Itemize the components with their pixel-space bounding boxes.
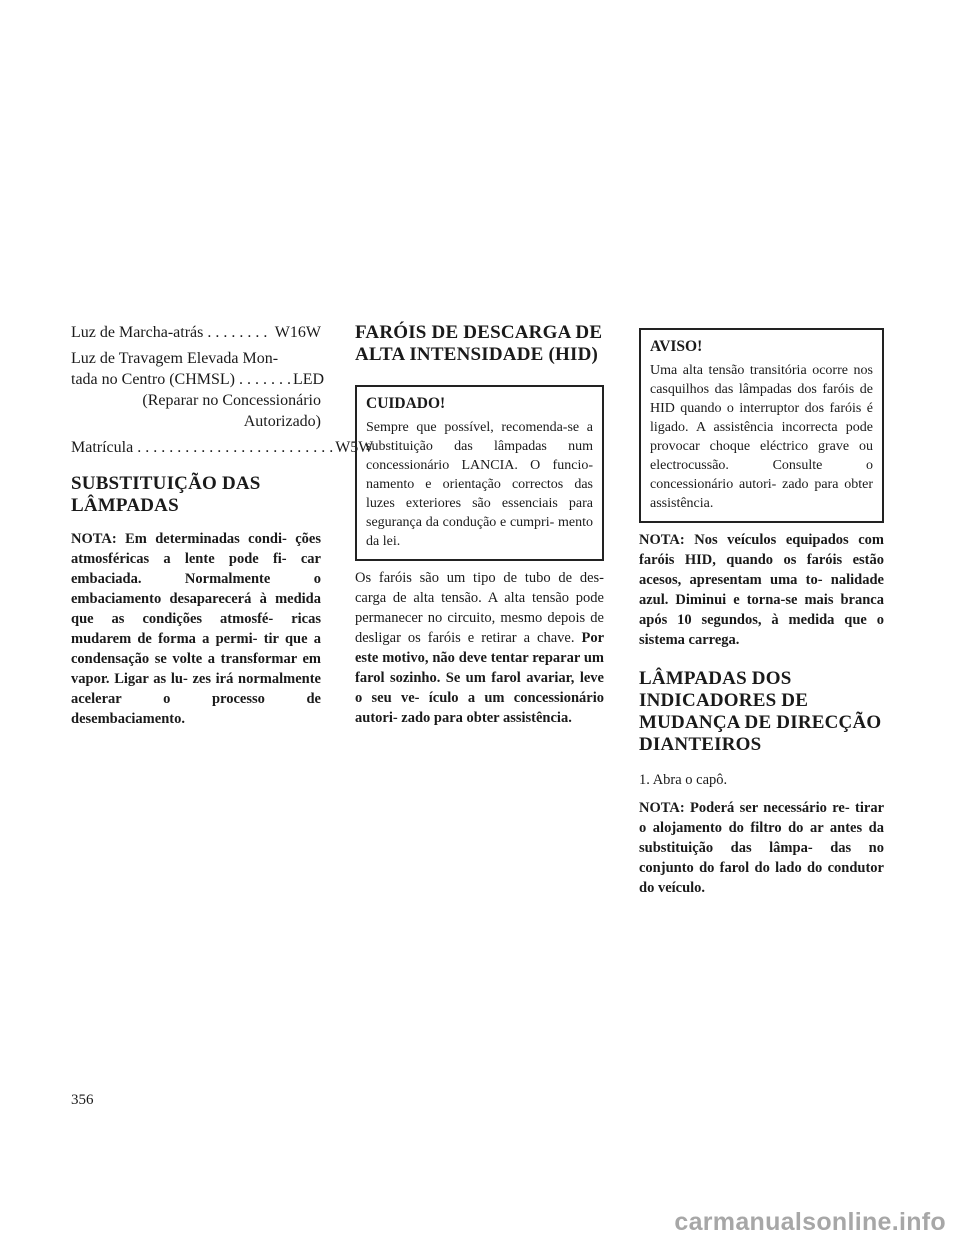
- spec-dots: . . . . . . . .: [207, 324, 268, 341]
- spec-row-chmsl: [71, 369, 325, 390]
- column-right: [639, 322, 884, 898]
- caution-text: Sempre que possível, recomenda-se a substituição das lâmpadas num concessionário LANCIA. O funcio- namento e orientação correctos das luzes exteriores são essenciais para segurança da condução e cumpri- mento da lei.: [366, 420, 593, 549]
- section-heading-hid: FARÓIS DE DESCARGA DE ALTA INTENSIDADE (HID): [355, 322, 603, 365]
- note-text: Em determinadas condi- ções atmosféricas a lente pode fi- car embaciada. Normalmente o embaciamento desaparecerá à medida que as condições atmosfé- ricas mudarem de forma a permi- tir que a condensação se volte a transformar em vapor. Ligar as lu- zes irá normalmente acelerar o processo de desembaciamento.: [71, 531, 322, 727]
- section-heading-turn-signals: LÂMPADAS DOS INDICADORES DE MUDANÇA DE DIRECÇÃO DIANTEIROS: [639, 668, 882, 755]
- note-tag: NOTA:: [71, 531, 117, 547]
- spec-note: (Reparar no Concessionário: [142, 392, 321, 409]
- body-bold-text: Por este motivo, não deve tentar reparar um farol sozinho. Se um farol avariar, leve o seu ve- ículo a um concessionário autori- zado para obter assistência.: [355, 630, 605, 726]
- spec-value: W16W: [274, 324, 321, 341]
- note-text: Poderá ser necessário re- tirar o alojamento do filtro do ar antes da substituição das lâmpa- das no conjunto do farol do lado do condutor do veículo.: [639, 800, 884, 896]
- caution-title: CUIDADO!: [366, 395, 446, 412]
- page-number: 356: [71, 1092, 94, 1108]
- section-heading-bulb-replacement: SUBSTITUIÇÃO DAS LÂMPADAS: [71, 473, 261, 516]
- column-left: [71, 322, 374, 729]
- spec-dots: . . . . . . . . . . . . . . . . . . . . . . . . .: [137, 439, 334, 456]
- spec-row-license-plate: [71, 437, 374, 458]
- note-text: Nos veículos equipados com faróis HID, quando os faróis estão acesos, apresentam uma to- nalidade azul. Diminui e torna-se mais branca após 10 segundos, à medida que o sistema carrega.: [639, 532, 884, 648]
- spec-value: W5W: [335, 439, 374, 456]
- watermark-logo: carmanualsonline.info: [674, 1208, 946, 1236]
- note-tag: NOTA:: [639, 532, 685, 548]
- note-paragraph: [71, 529, 321, 729]
- spec-line: Luz de Travagem Elevada Mon-: [71, 350, 279, 367]
- spec-row-reverse-light: [71, 322, 321, 343]
- spec-label: Luz de Marcha-atrás: [71, 324, 204, 341]
- warning-text: Uma alta tensão transitória ocorre nos casquilhos das lâmpadas dos faróis de HID quando o interruptor dos faróis é ligado. A assistência incorrecta pode provocar choque eléctrico grave ou electrocussão. Consulte o concessionário autori- zado para obter assistência.: [650, 363, 873, 511]
- spec-note: Autorizado): [243, 413, 321, 430]
- spec-value: LED: [292, 371, 325, 388]
- spec-label: tada no Centro (CHMSL): [71, 371, 235, 388]
- warning-title: AVISO!: [650, 338, 703, 355]
- warning-box: [639, 328, 884, 523]
- note-tag: NOTA:: [639, 800, 685, 816]
- spec-dots: . . . . . . .: [238, 371, 291, 388]
- caution-box: [355, 385, 604, 561]
- column-middle: [355, 322, 604, 728]
- spec-label: Matrícula: [71, 439, 134, 456]
- body-paragraph: [355, 568, 604, 728]
- step-1: 1. Abra o capô.: [639, 772, 728, 788]
- note-paragraph-air-filter: [639, 798, 884, 898]
- bulb-spec-list: [71, 322, 374, 458]
- note-paragraph-hid: [639, 530, 884, 650]
- body-text: Os faróis são um tipo de tubo de des- carga de alta tensão. A alta tensão pode permanecer no circuito, mesmo depois de desligar os faróis e retirar a chave.: [355, 570, 604, 646]
